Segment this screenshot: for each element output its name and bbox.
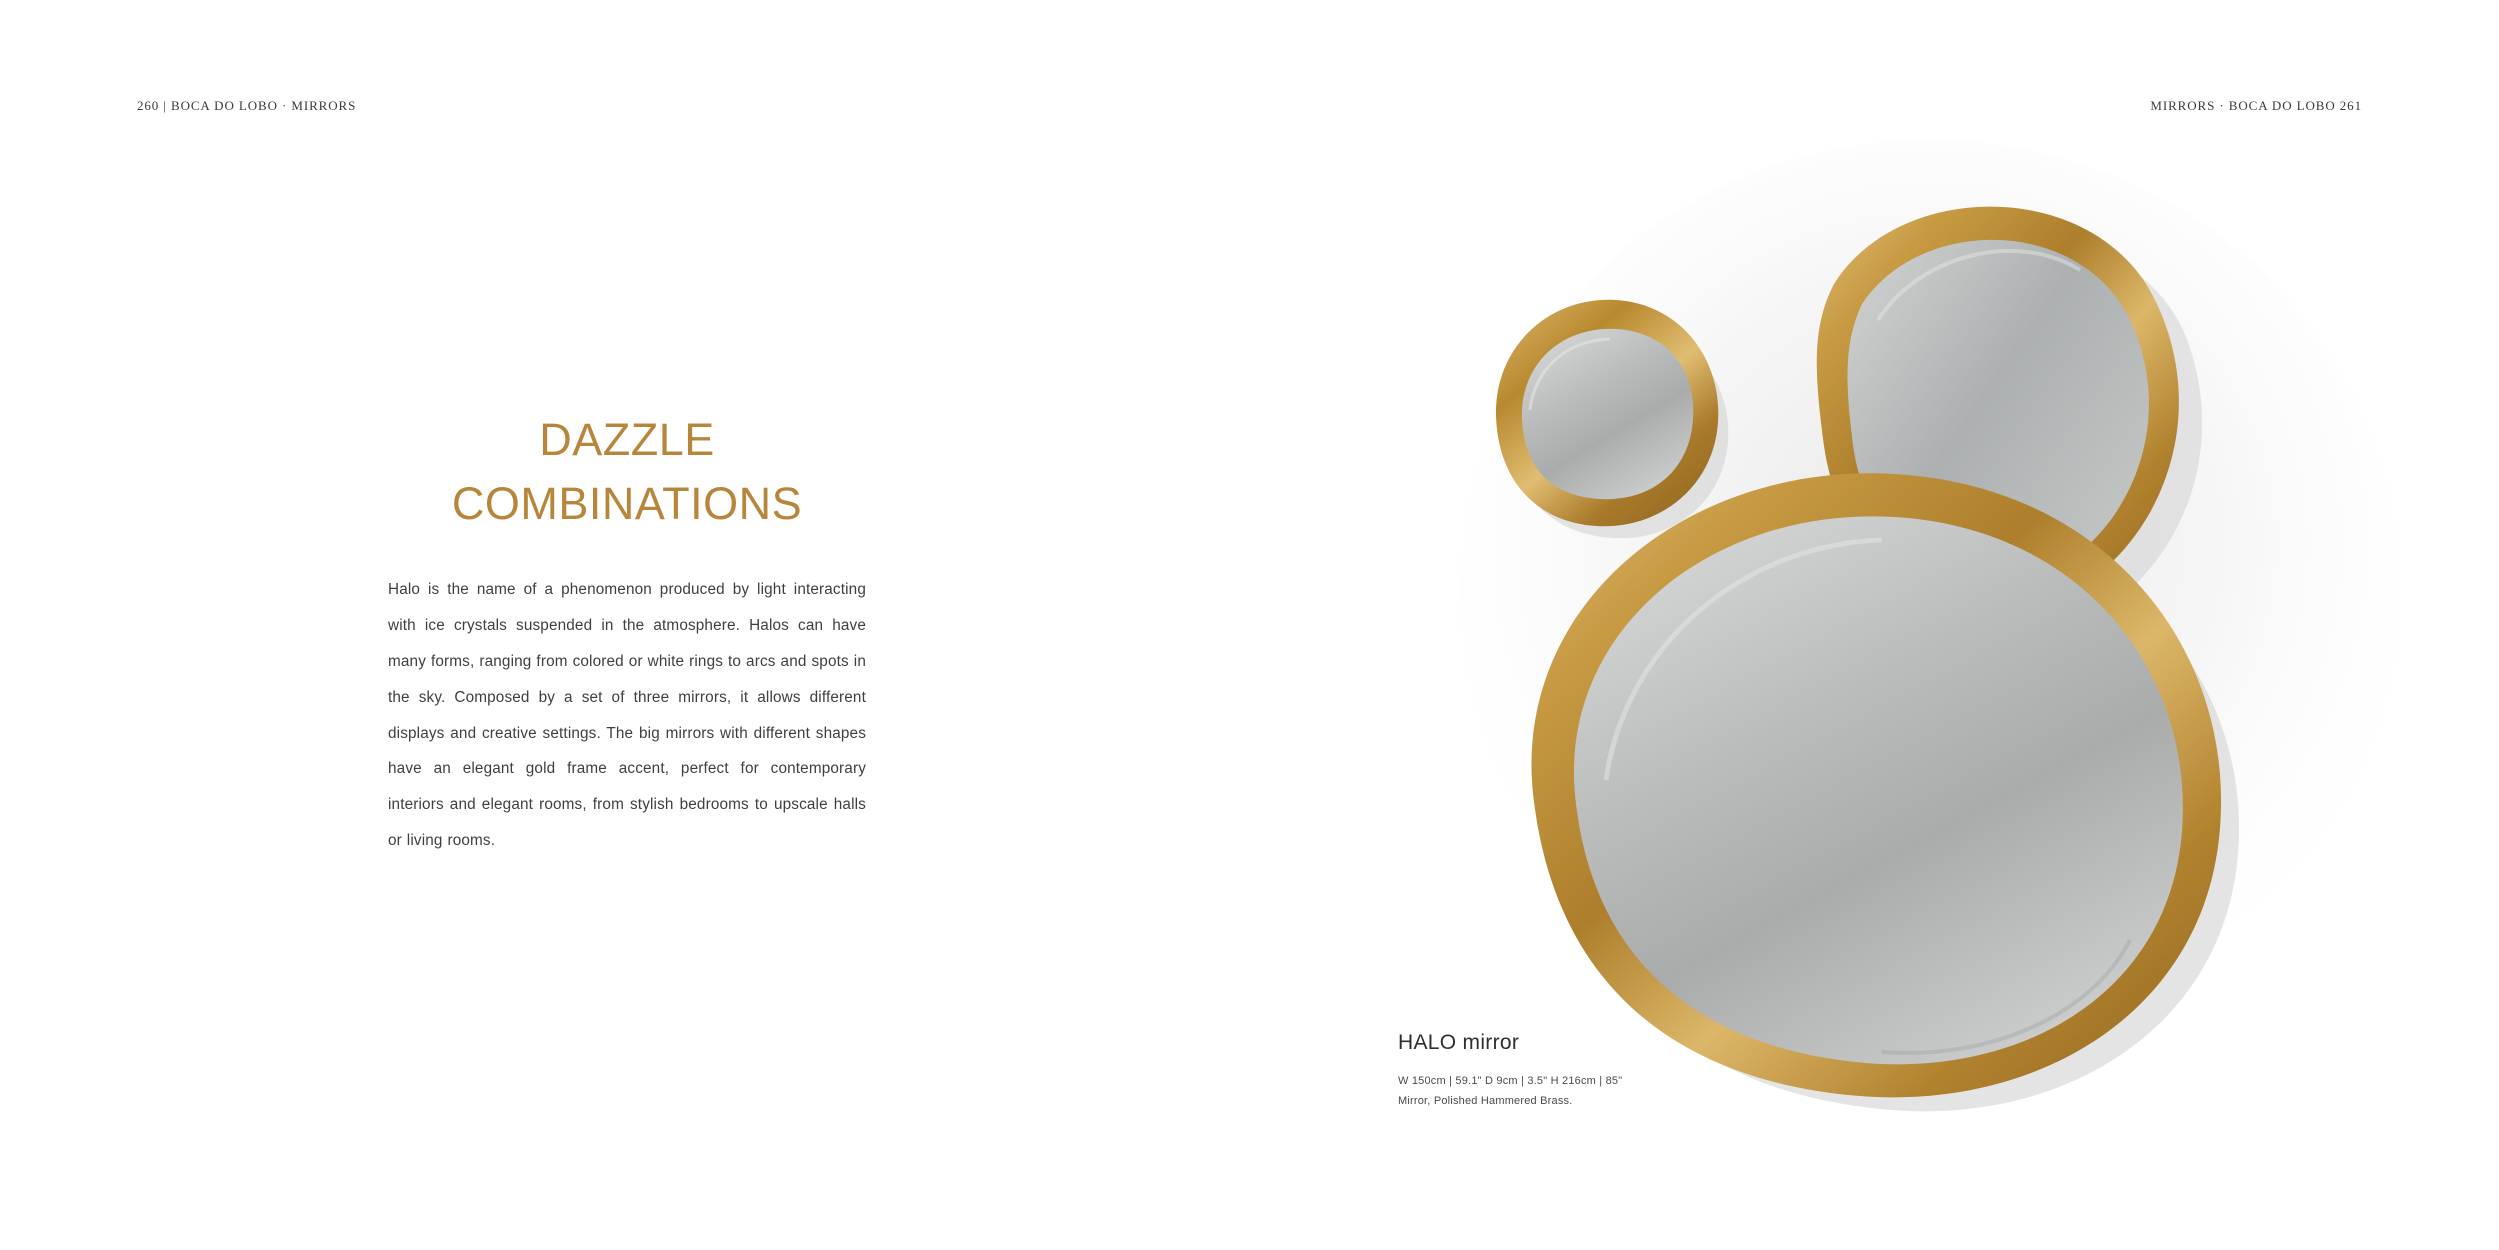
page-title-line-1: DAZZLE [539, 414, 715, 465]
product-specs [1398, 1071, 2098, 1112]
page-title-line-2: COMBINATIONS [451, 477, 803, 529]
product-name: HALO mirror [1398, 1031, 1520, 1054]
product-dimensions: W 150cm | 59.1" D 9cm | 3.5" H 216cm | 85" [1398, 1075, 1623, 1087]
article-text-column [388, 408, 866, 859]
running-head-right: MIRRORS · BOCA DO LOBO 261 [2150, 98, 2362, 113]
article-body-text: Halo is the name of a phenomenon produced by light interacting with ice crystals suspended in the atmosphere. Halos can have many forms, ranging from colored or white rings to arcs and spots in the sky. Composed by a set of three mirrors, it allows different displays and creative settings. The big mirrors with different shapes have an elegant gold frame accent, perfect for contemporary interiors and elegant rooms, from stylish bedrooms to upscale halls or living rooms. [388, 580, 866, 850]
page-title [388, 408, 866, 536]
running-head-left: 260 | BOCA DO LOBO · MIRRORS [137, 98, 357, 113]
product-photo [1430, 120, 2430, 1120]
product-materials: Mirror, Polished Hammered Brass. [1398, 1095, 1573, 1108]
product-caption [1398, 1031, 2098, 1112]
